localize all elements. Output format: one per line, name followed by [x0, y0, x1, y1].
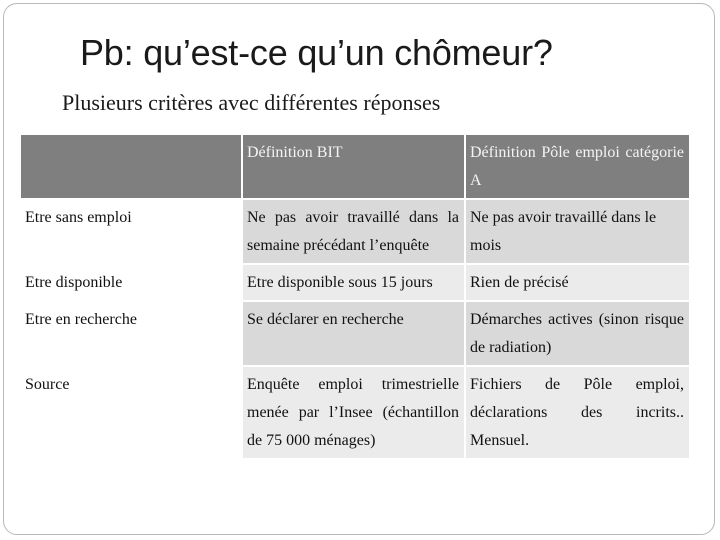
- bit-cell: Enquête emploi trimestrielle menée par l’Insee (échantillon de 75 000 ménages): [242, 366, 465, 459]
- criterion-label: Etre en recherche: [21, 301, 242, 366]
- criterion-label: Etre sans emploi: [21, 199, 242, 264]
- table-row: [21, 301, 689, 366]
- table-row: [21, 366, 689, 459]
- bit-cell: Etre disponible sous 15 jours: [242, 264, 465, 301]
- criterion-label: Etre disponible: [21, 264, 242, 301]
- header-cell-bit: Définition BIT: [242, 135, 465, 199]
- criteria-table: [21, 135, 689, 460]
- bit-cell: Ne pas avoir travaillé dans la semaine précédant l’enquête: [242, 199, 465, 264]
- pole-emploi-cell: Rien de précisé: [465, 264, 689, 301]
- pole-emploi-cell: Ne pas avoir travaillé dans le mois: [465, 199, 689, 264]
- pole-emploi-cell: Fichiers de Pôle emploi, déclarations des incrits.. Mensuel.: [465, 366, 689, 459]
- criterion-label: Source: [21, 366, 242, 459]
- bit-cell: Se déclarer en recherche: [242, 301, 465, 366]
- table-row: [21, 264, 689, 301]
- table-row: [21, 199, 689, 264]
- slide-title: Pb: qu’est-ce qu’un chômeur?: [80, 32, 553, 73]
- header-cell-empty: [21, 135, 242, 199]
- header-cell-pole-emploi: Définition Pôle emploi catégorie A: [465, 135, 689, 199]
- slide-subtitle: Plusieurs critères avec différentes réponses: [62, 90, 441, 115]
- pole-emploi-cell: Démarches actives (sinon risque de radiation): [465, 301, 689, 366]
- table-header-row: [21, 135, 689, 199]
